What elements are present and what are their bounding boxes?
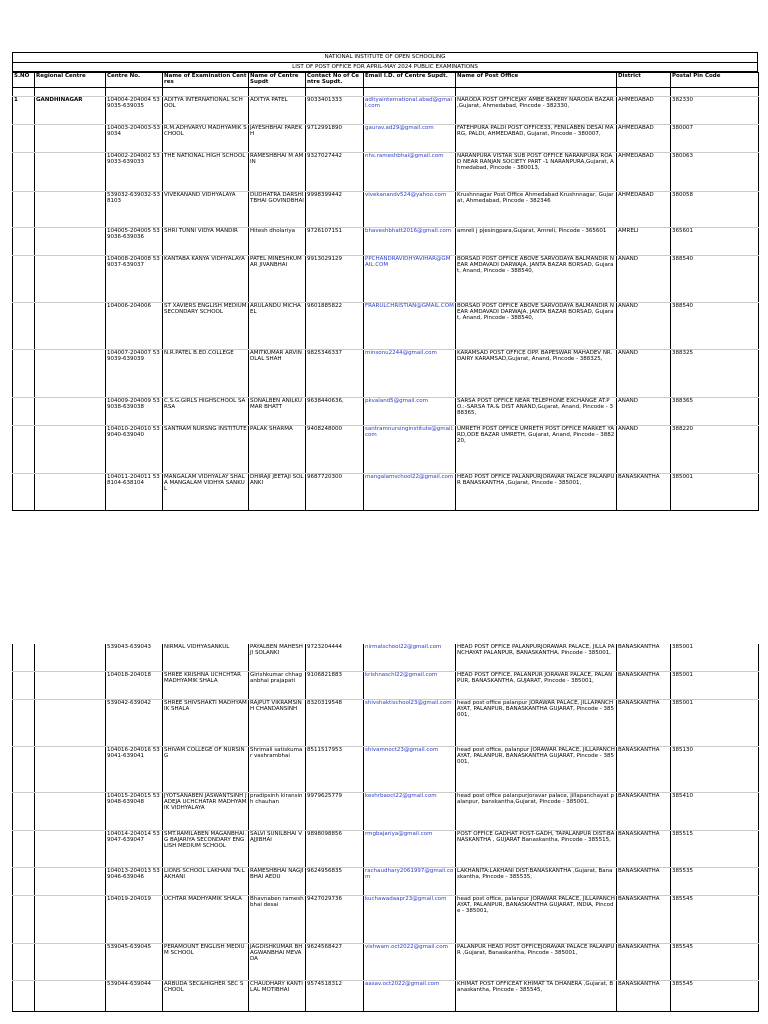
cell-contact-no: 9033401333	[306, 97, 364, 125]
cell-regional-centre	[35, 672, 106, 700]
cell-district: BANASKANTHA	[617, 793, 671, 831]
cell-pin-code: 385535	[671, 868, 759, 896]
table-row	[13, 944, 759, 981]
cell-exam-centre: SHIVAM COLLEGE OF NURSING	[163, 747, 249, 793]
cell-centre-no: 104006-204006	[106, 303, 163, 350]
table-row	[13, 153, 759, 192]
cell-email: rmgbajariya@gmail.com	[364, 831, 456, 868]
cell-pin-code: 388325	[671, 350, 759, 398]
cell-centre-no: 104011-204011 538104-638104	[106, 474, 163, 511]
cell-district: AMRELI	[617, 228, 671, 256]
cell-district: ANAND	[617, 256, 671, 303]
cell-pin-code: 388220	[671, 426, 759, 474]
cell-exam-centre: PERAMOUNT ENGLISH MEDIUM SCHOOL	[163, 944, 249, 981]
cell-contact-no: 9624568427	[306, 944, 364, 981]
cell-sno	[13, 868, 35, 896]
cell-supdt-name: JAGDISHKUMAR BHAGWANBHAI MEVADA	[249, 944, 306, 981]
cell-regional-centre	[35, 944, 106, 981]
cell-regional-centre	[35, 426, 106, 474]
cell-supdt-name: Bhavnaben rameshbhai desai	[249, 896, 306, 944]
cell-contact-no: 9601885822	[306, 303, 364, 350]
cell-exam-centre: SANTRAM NURSNG INSTITUTE	[163, 426, 249, 474]
cell-centre-no: 104002-204002 539033-639033	[106, 153, 163, 192]
cell-district: BANASKANTHA	[617, 700, 671, 747]
cell-regional-centre	[35, 793, 106, 831]
cell-supdt-name: CHAUDHARY KANTILAL MOTIBHAI	[249, 981, 306, 1012]
cell-contact-no: 9712991890	[306, 125, 364, 153]
table-row	[13, 644, 759, 672]
cell-sno	[13, 944, 35, 981]
cell-supdt-name: pradipsinh kiransinh chauhan	[249, 793, 306, 831]
cell-pin-code: 388365	[671, 398, 759, 426]
cell-contact-no: 9408248000	[306, 426, 364, 474]
table-row	[13, 896, 759, 944]
cell-supdt-name: DHIRAJI JEETAJI SOLANKI	[249, 474, 306, 511]
cell-post-office: POST OFFICE GADHAT POST-GADH, TAPALANPUR DIST-BANASKANTHA , GUJARAT Banaskantha, Pincode - 385515,	[456, 831, 617, 868]
cell-email: nhs.rameshbhai@gmail.com	[364, 153, 456, 192]
cell-district: ANAND	[617, 303, 671, 350]
cell-supdt-name: RAMESHBHAI M AMIN	[249, 153, 306, 192]
cell-contact-no: 9638440636,	[306, 398, 364, 426]
document-subtitle: LIST OF POST OFFICE FOR APRIL-MAY 2024 PUBLIC EXAMINATIONS	[12, 62, 758, 72]
cell-regional-centre	[35, 153, 106, 192]
cell-email: FRARULCHRISTIAN@GMAIL.COM	[364, 303, 456, 350]
cell-supdt-name: ADITYA PATEL	[249, 97, 306, 125]
cell-contact-no: 9913029129	[306, 256, 364, 303]
cell-centre-no: 104014-204014 539047-639047	[106, 831, 163, 868]
cell-supdt-name: DUDHATRA DARSHITBHAI GOVINDBHAI	[249, 192, 306, 228]
col-header-exam-centre: Name of Examination Centres	[163, 73, 249, 88]
cell-email: aasav.oct2022@gmail.com	[364, 981, 456, 1012]
cell-email: vishwam.oct2022@gmail.com	[364, 944, 456, 981]
cell-supdt-name: RAMESHBHAI NAGJIBHAI AEDU	[249, 868, 306, 896]
cell-pin-code: 388540	[671, 256, 759, 303]
cell-regional-centre	[35, 350, 106, 398]
table-row	[13, 97, 759, 125]
cell-email: pkvaland5@gmail.com	[364, 398, 456, 426]
col-header-email: Email I.D. of Centre Supdt.	[364, 73, 456, 88]
cell-pin-code: 385001	[671, 474, 759, 511]
cell-sno	[13, 700, 35, 747]
cell-sno	[13, 398, 35, 426]
cell-pin-code: 380058	[671, 192, 759, 228]
cell-district: BANASKANTHA	[617, 944, 671, 981]
cell-sno	[13, 125, 35, 153]
cell-sno	[13, 426, 35, 474]
cell-post-office: KHIMAT POST OFFICEAT KHIMAT TA DHANERA ,Gujarat, Banaskantha, Pincode - 385545,	[456, 981, 617, 1012]
cell-supdt-name: PAYALBEN MAHESHJI SOLANKI	[249, 644, 306, 672]
cell-email: adityainternational.abad@gmail.com	[364, 97, 456, 125]
cell-exam-centre: ARBUDA SEC&HIGHER SEC SCHOOL	[163, 981, 249, 1012]
cell-email: minsonu2244@gmail.com	[364, 350, 456, 398]
cell-supdt-name: PALAK SHARMA	[249, 426, 306, 474]
cell-exam-centre: SMT.RAMILABEN MAGANBHAI.G BAJARIYA SECONDARY ENGLISH MEDIUM SCHOOL	[163, 831, 249, 868]
cell-district: AHMEDABAD	[617, 97, 671, 125]
cell-contact-no: 9687720300	[306, 474, 364, 511]
cell-district: BANASKANTHA	[617, 474, 671, 511]
cell-pin-code: 385001	[671, 672, 759, 700]
cell-post-office: HEAD POST OFFICE PALANPURJORAVAR PALACE PALANPUR BANASKANTHA ,Gujarat, Pincode - 385001,	[456, 474, 617, 511]
cell-centre-no: 104007-204007 539039-639039	[106, 350, 163, 398]
cell-post-office: head post office, palanpur JORAWAR PALACE, JILLAPANCHAYAT, PALANPUR, BANASKANTHA GUJARAT, INDIA, Pincode - 385001,	[456, 896, 617, 944]
sheet-page-2	[12, 644, 758, 1012]
table-row	[13, 868, 759, 896]
col-header-pin: Postal Pin Code	[671, 73, 759, 88]
cell-centre-no: 539032-639032-538103	[106, 192, 163, 228]
cell-centre-no: 104013-204013 539046-639046	[106, 868, 163, 896]
table-row	[13, 672, 759, 700]
cell-post-office: NARODA POST OFFICEJAY AMBE BAKERY NARODA BAZAR ,Gujarat, Ahmedabad, Pincode - 382330,	[456, 97, 617, 125]
cell-email: PPCHANDRAVIDHYAVIHAR@GMAIL.COM	[364, 256, 456, 303]
cell-contact-no: 9723204444	[306, 644, 364, 672]
table-row	[13, 228, 759, 256]
cell-pin-code: 380063	[671, 153, 759, 192]
cell-post-office: SARSA POST OFFICE NEAR TELEPHONE EXCHANGE AT.PO.:-SARSA TA.& DIST ANAND,Gujarat, Anand, Pincode - 388365,	[456, 398, 617, 426]
table-header-row	[13, 73, 759, 88]
col-header-post-office: Name of Post Office	[456, 73, 617, 88]
cell-sno	[13, 644, 35, 672]
cell-contact-no: 9898098856	[306, 831, 364, 868]
cell-contact-no: 8320319548	[306, 700, 364, 747]
cell-exam-centre: NIRMAL VIDHYASANKUL	[163, 644, 249, 672]
cell-sno	[13, 981, 35, 1012]
cell-pin-code: 385545	[671, 896, 759, 944]
cell-post-office: FATEHPURA PALDI POST OFFICE33, FENILABEN DESAI MARG, PALDI, AHMEDABAD, Gujarat, Pincode - 380007,	[456, 125, 617, 153]
cell-district: AHMEDABAD	[617, 125, 671, 153]
cell-centre-no: 539043-639043	[106, 644, 163, 672]
cell-pin-code: 380007	[671, 125, 759, 153]
cell-pin-code: 385515	[671, 831, 759, 868]
cell-email: vivekanandv524@yahoo.com	[364, 192, 456, 228]
sheet-page-1	[12, 52, 758, 511]
cell-email: keshrbaoct22@gmail.com	[364, 793, 456, 831]
cell-regional-centre	[35, 700, 106, 747]
cell-exam-centre: VIVEKANAND VIDHYALAYA	[163, 192, 249, 228]
cell-sno	[13, 256, 35, 303]
cell-centre-no: 539045-639045	[106, 944, 163, 981]
cell-exam-centre: ADITYA INTERNATIONAL SCHOOL	[163, 97, 249, 125]
cell-supdt-name: JAYESHBHAI PAREKH	[249, 125, 306, 153]
cell-sno	[13, 228, 35, 256]
cell-centre-no: 104016-204016 539041-639041	[106, 747, 163, 793]
cell-pin-code: 385001	[671, 700, 759, 747]
cell-exam-centre: C.S.G.GIRLS HIGHSCHOOL SARSA	[163, 398, 249, 426]
cell-post-office: HEAD POST OFFICE, PALANPUR JORAVAR PALACE, PALANPUR, BANASKANTHA, GUJARAT, Pincode - 385001,	[456, 672, 617, 700]
cell-regional-centre	[35, 303, 106, 350]
header-gap-row	[13, 88, 759, 97]
cell-pin-code: 385001	[671, 644, 759, 672]
cell-centre-no: 104010-204010 539040-639040	[106, 426, 163, 474]
cell-regional-centre	[35, 398, 106, 426]
cell-contact-no: 9624956835	[306, 868, 364, 896]
col-header-supdt: Name of Centre Supdt	[249, 73, 306, 88]
cell-exam-centre: THE NATIONAL HIGH SCHOOL	[163, 153, 249, 192]
cell-email: mangalamschool22@gmail.com	[364, 474, 456, 511]
cell-regional-centre	[35, 474, 106, 511]
cell-sno	[13, 672, 35, 700]
cell-regional-centre	[35, 981, 106, 1012]
cell-post-office: amreli j pjesingpara,Gujarat, Amreli, Pincode - 365601	[456, 228, 617, 256]
cell-contact-no: 9979625779	[306, 793, 364, 831]
cell-regional-centre	[35, 125, 106, 153]
table-row	[13, 192, 759, 228]
cell-email: krishnaschl22@gmail.com	[364, 672, 456, 700]
cell-exam-centre: MANGALAM VIDHYALAY SHALA MANGALAM VIDHYA SANKUL	[163, 474, 249, 511]
cell-district: AHMEDABAD	[617, 192, 671, 228]
cell-sno: 1	[13, 97, 35, 125]
cell-post-office: HEAD POST OFFICE PALANPURJORAWAR PALACE, JILLA PANCHAYAT PALANPUR, BANASKANTHA, Pincode - 385001,	[456, 644, 617, 672]
cell-supdt-name: Shrimali satiskumar vashrambhai	[249, 747, 306, 793]
cell-post-office: head post office palanpur JORAWAR PALACE, JILLAPANCHAYAT, PALANPUR, BANASKANTHA GUJARAT, Pincode - 385001,	[456, 700, 617, 747]
cell-sno	[13, 747, 35, 793]
table-row	[13, 474, 759, 511]
cell-district: BANASKANTHA	[617, 981, 671, 1012]
cell-email: nirmalschool22@gmail.com	[364, 644, 456, 672]
cell-regional-centre	[35, 228, 106, 256]
cell-sno	[13, 474, 35, 511]
cell-regional-centre	[35, 192, 106, 228]
cell-district: BANASKANTHA	[617, 644, 671, 672]
cell-regional-centre	[35, 256, 106, 303]
cell-regional-centre	[35, 644, 106, 672]
cell-regional-centre	[35, 831, 106, 868]
cell-supdt-name: SALVI SUNILBHAI VAJJIBHAI	[249, 831, 306, 868]
cell-sno	[13, 350, 35, 398]
cell-exam-centre: SHREE KRISHNA UCHCHTAR MADHYAMIK SHALA	[163, 672, 249, 700]
cell-exam-centre: R.M.ADHVARYU MADHYAMIK SCHOOL	[163, 125, 249, 153]
col-header-district: District	[617, 73, 671, 88]
cell-regional-centre	[35, 868, 106, 896]
cell-contact-no: 9106821883	[306, 672, 364, 700]
post-office-table	[12, 72, 759, 511]
cell-district: BANASKANTHA	[617, 672, 671, 700]
cell-post-office: PALANPUR HEAD POST OFFICEJORAVAR PALACE PALANPUR ,Gujarat, Banaskantha, Pincode - 385001,	[456, 944, 617, 981]
table-row	[13, 125, 759, 153]
table-row	[13, 793, 759, 831]
table-row	[13, 426, 759, 474]
cell-contact-no: 9998399442	[306, 192, 364, 228]
cell-email: gaurav.ad29@gmail.com	[364, 125, 456, 153]
cell-contact-no: 9825346337	[306, 350, 364, 398]
cell-district: BANASKANTHA	[617, 831, 671, 868]
col-header-centre-no: Centre No.	[106, 73, 163, 88]
cell-centre-no: 104003-204003-539034	[106, 125, 163, 153]
table-row	[13, 981, 759, 1012]
cell-supdt-name: PATEL MINESHKUMAR JIVANBHAI	[249, 256, 306, 303]
document-title: NATIONAL INSTITUTE OF OPEN SCHOOLING	[12, 52, 758, 62]
cell-supdt-name: Hitesh dholariya	[249, 228, 306, 256]
cell-post-office: KARAMSAD POST OFFICE OPP. BAPESWAR MAHADEV NR. DAIRY KARAMSAD,Gujarat, Anand, Pincode - 388325,	[456, 350, 617, 398]
cell-email: shivshaktischool23@gmail.com	[364, 700, 456, 747]
cell-post-office: BORSAD POST OFFICE ABOVE SARVODAYA BALMANDIR NEAR AMDAVADI DARWAJA, JANTA BAZAR BORSAD, Gujarat, Anand, Pincode - 388540,	[456, 303, 617, 350]
cell-email: shivamnoct23@gmail.com	[364, 747, 456, 793]
cell-sno	[13, 192, 35, 228]
cell-contact-no: 9327027442	[306, 153, 364, 192]
cell-sno	[13, 153, 35, 192]
cell-district: AHMEDABAD	[617, 153, 671, 192]
cell-regional-centre	[35, 747, 106, 793]
cell-post-office: UMRETH POST OFFICE UMRETH POST OFFICE MARKET YARD,ODE BAZAR UMRETH, Gujarat, Anand, Pincode - 388220,	[456, 426, 617, 474]
cell-exam-centre: N.R.PATEL B.ED.COLLEGE	[163, 350, 249, 398]
cell-contact-no: 9574518312	[306, 981, 364, 1012]
cell-pin-code: 385130	[671, 747, 759, 793]
col-header-sno: S.NO	[13, 73, 35, 88]
cell-post-office: head post office palanpurjoravar palace, jillapanchayat palanpur, banskantha,Gujarat, Pincode - 385001,	[456, 793, 617, 831]
post-office-table-continued	[12, 644, 759, 1012]
cell-pin-code: 365601	[671, 228, 759, 256]
cell-centre-no: 104015-204015 539048-639048	[106, 793, 163, 831]
cell-centre-no: 104009-204009 539038-639038	[106, 398, 163, 426]
cell-post-office: BORSAD POST OFFICE ABOVE SARVODAYA BALMANDIR NEAR AMDAVADI DARWAJA, JANTA BAZAR BORSAD, Gujarat, Anand, Pincode - 388540,	[456, 256, 617, 303]
cell-sno	[13, 793, 35, 831]
table-body-page-2	[13, 644, 759, 1012]
cell-centre-no: 104004-204004 539035-639035	[106, 97, 163, 125]
cell-centre-no: 104005-204005 539036-639036	[106, 228, 163, 256]
table-row	[13, 350, 759, 398]
cell-regional-centre: GANDHINAGAR	[35, 97, 106, 125]
table-body-page-1	[13, 97, 759, 511]
cell-district: ANAND	[617, 350, 671, 398]
table-row	[13, 831, 759, 868]
cell-exam-centre: JYOTSANABEN JASWANTSINH JADEJA UCHCHATAR MADHYAMIK VIDHYALAYA	[163, 793, 249, 831]
cell-district: BANASKANTHA	[617, 896, 671, 944]
cell-exam-centre: SHRI TUNNI VIDYA MANDIR	[163, 228, 249, 256]
cell-regional-centre	[35, 896, 106, 944]
cell-pin-code: 382330	[671, 97, 759, 125]
cell-post-office: NARANPURA VISTAR SUB POST OFFICE NARANPURA ROAD NEAR RANJAN SOCIETY PART -1 NARANPURA,Gujarat, Ahmedabad, Pincode - 380013,	[456, 153, 617, 192]
cell-post-office: Krushnnagar Post Office Ahmedabad Krushnnagar, Gujarat, Ahmedabad, Pincode - 382346	[456, 192, 617, 228]
table-row	[13, 747, 759, 793]
cell-centre-no: 104008-204008 539037-639037	[106, 256, 163, 303]
table-row	[13, 700, 759, 747]
cell-exam-centre: LIONS SCHOOL LAKHANI TA:LAKHANI	[163, 868, 249, 896]
cell-supdt-name: AMITKUMAR ARVINDLAL SHAH	[249, 350, 306, 398]
cell-contact-no: 8511517953	[306, 747, 364, 793]
cell-exam-centre: ST XAVIERS ENGLISH MEDIUM SECONDARY SCHOOL	[163, 303, 249, 350]
table-row	[13, 398, 759, 426]
cell-sno	[13, 831, 35, 868]
cell-sno	[13, 896, 35, 944]
cell-pin-code: 385545	[671, 981, 759, 1012]
table-row	[13, 256, 759, 303]
cell-supdt-name: SONALBEN ANILKUMAR BHATT	[249, 398, 306, 426]
cell-pin-code: 388540	[671, 303, 759, 350]
col-header-contact: Contact No of Centre Supdt.	[306, 73, 364, 88]
cell-exam-centre: KANTABA KANYA VIDHYALAYA	[163, 256, 249, 303]
cell-email: bhaveshbhatt2016@gmail.com	[364, 228, 456, 256]
cell-post-office: head post office, palanpur JORAWAR PALACE, JILLAPANCHAYAT, PALANPUR, BANASKANTHA GUJARAT, Pincode - 385001,	[456, 747, 617, 793]
cell-centre-no: 104018-204018	[106, 672, 163, 700]
cell-contact-no: 9427029736	[306, 896, 364, 944]
cell-exam-centre: UCHTAR MADHYAMIK SHALA	[163, 896, 249, 944]
table-row	[13, 303, 759, 350]
cell-supdt-name: ARULANDU MICHAEL	[249, 303, 306, 350]
cell-email: rachaudhary2061997@gmail.com	[364, 868, 456, 896]
cell-pin-code: 385410	[671, 793, 759, 831]
cell-district: ANAND	[617, 398, 671, 426]
cell-centre-no: 104019-204019	[106, 896, 163, 944]
cell-district: ANAND	[617, 426, 671, 474]
cell-district: BANASKANTHA	[617, 747, 671, 793]
cell-centre-no: 539042-639042	[106, 700, 163, 747]
cell-contact-no: 9726107151	[306, 228, 364, 256]
cell-exam-centre: SHREE SHIVSHAKTI MADHYAMIK SHALA	[163, 700, 249, 747]
cell-district: BANASKANTHA	[617, 868, 671, 896]
cell-email: santramnursinginstitute@gmail.com	[364, 426, 456, 474]
cell-pin-code: 385545	[671, 944, 759, 981]
cell-supdt-name: Girishkumar chhaganbhai prajapati	[249, 672, 306, 700]
cell-sno	[13, 303, 35, 350]
cell-centre-no: 539044-639044	[106, 981, 163, 1012]
col-header-regional-centre: Regional Centre	[35, 73, 106, 88]
cell-supdt-name: RAJPUT VIKRAMSINH CHANDANSINH	[249, 700, 306, 747]
cell-post-office: LAKHANITA:LAKHANI DIST:BANASKANTHA ,Gujarat, Banaskantha, Pincode - 385535,	[456, 868, 617, 896]
cell-email: kuchawadaapr23@gmail.com	[364, 896, 456, 944]
